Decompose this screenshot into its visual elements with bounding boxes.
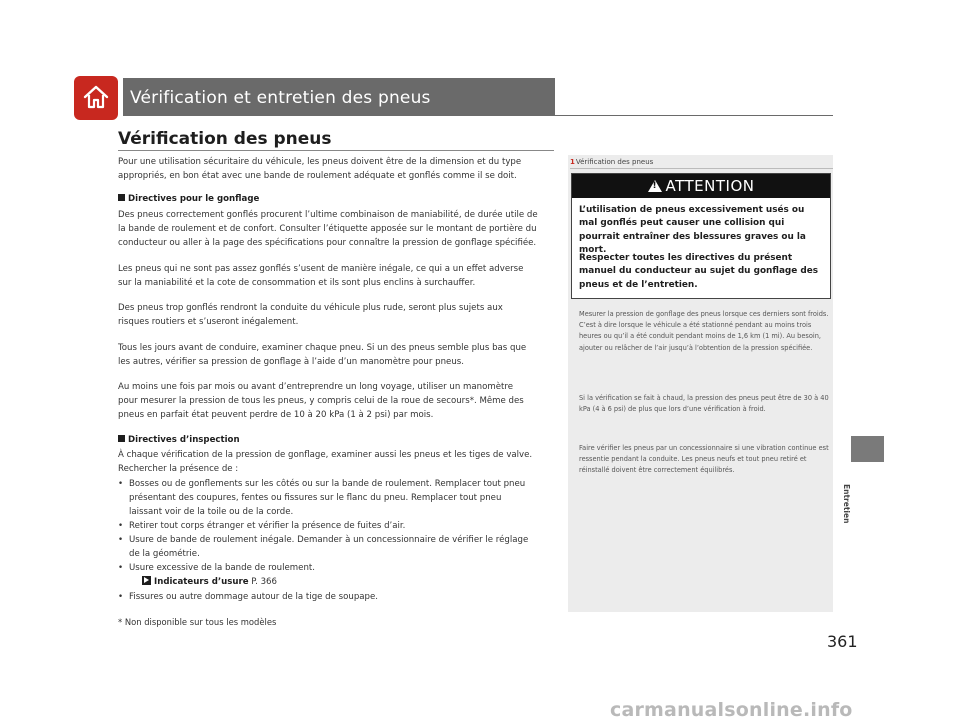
page-title: Vérification et entretien des pneus [130,88,431,108]
intro-paragraph [118,155,558,183]
text-line: Des pneus trop gonflés rendront la conduite du véhicule plus rude, seront plus sujets aux [118,303,503,313]
warning-text-1: L’utilisation de pneus excessivement usés ou mal gonflés peut causer une collision qui pourrait entraîner des blessures graves ou la mort. [579,205,806,256]
inflation-paragraph-2 [118,262,558,290]
sidebar-note-2: Si la vérification se fait à chaud, la pression des pneus peut être de 30 à 40 kPa (4 à 6 psi) de plus que lors d’une vérification à froid. [579,394,829,414]
text-line: Des pneus correctement gonflés procurent l’ultime combinaison de maniabilité, de durée utile de [118,210,538,220]
text-line: Fissures ou autre dommage autour de la tige de soupape. [129,592,379,602]
chapter-tab-label: Entretien [842,484,851,524]
list-item-text [129,477,558,520]
home-button[interactable] [74,76,118,120]
text-line: Usure excessive de la bande de roulement. [129,563,316,573]
sidebar-note-3: Faire vérifier les pneus par un concessionnaire si une vibration continue est ressentie pendant la conduite. Les pneus neufs et tout pneu retiré et réinstallé doivent être correctement équilibrés. [579,444,829,475]
list-item [118,533,558,561]
heading-text: Directives pour le gonflage [128,194,260,204]
warning-triangle-icon [648,180,662,192]
text-line: pneus en parfait état peuvent perdre de 10 à 20 kPa (1 à 2 psi) par mois. [118,410,434,421]
text-line: Usure de bande de roulement inégale. Demander à un concessionnaire de vérifier le réglage [129,535,529,545]
crossref-page: P. 366 [251,577,277,587]
reference-arrow-icon [142,576,151,585]
inflation-paragraph-5 [118,380,558,423]
warning-text-2: Respecter toutes les directives du présent manuel du conducteur au sujet du gonflage des pneus et de l’entretien. [579,253,819,290]
text-line: Les pneus qui ne sont pas assez gonflés s’usent de manière inégale, ce qui a un effet adverse [118,264,524,274]
text-line: présentant des coupures, fentes ou fissures sur le flanc du pneu. Remplacer tout pneu [129,493,502,504]
crossref-label: Indicateurs d’usure [154,577,249,587]
text-line: Rechercher la présence de : [118,464,239,475]
ref-marker: 1 [570,158,575,166]
bullet-icon: • [118,479,124,489]
list-item [118,590,558,604]
text-line: Tous les jours avant de conduire, examiner chaque pneu. Si un des pneus semble plus bas que [118,343,527,353]
inflation-paragraph-3 [118,301,558,329]
inflation-paragraph-1 [118,208,558,251]
chapter-tab[interactable] [851,436,884,462]
text-line: À chaque vérification de la pression de gonflage, examiner aussi les pneus et les tiges de valve. [118,450,533,460]
text-line: risques routiers et s’useront inégalement. [118,317,299,328]
text-line: pour mesurer la pression de tous les pneus, y compris celui de la roue de secours*. Même des [118,396,524,407]
list-item [118,477,558,520]
text-line: de la géométrie. [129,549,200,560]
list-item [118,561,558,575]
square-bullet-icon [118,194,125,201]
warning-label-text: ATTENTION [665,177,755,195]
text-line: laissant voir de la toile ou de la corde. [129,507,294,518]
bullet-icon: • [118,592,124,602]
home-icon [82,83,110,111]
watermark: carmanualsonline.info [610,699,853,721]
crossref-link[interactable] [142,575,277,589]
sidebar-title-text: Vérification des pneus [575,158,654,166]
text-line: Bosses ou de gonflements sur les côtés ou sur la bande de roulement. Remplacer tout pneu [129,479,526,489]
square-bullet-icon [118,435,125,442]
header-divider [123,115,833,116]
footnote: * Non disponible sur tous les modèles [118,617,277,627]
inspection-intro [118,448,560,476]
section-title: Vérification des pneus [118,129,332,149]
inflation-heading [118,194,259,204]
bullet-icon: • [118,521,124,531]
sidebar-note-1: Mesurer la pression de gonflage des pneus lorsque ces derniers sont froids. C’est à dire lorsque le véhicule a été stationné pendant au moins trois heures ou qu’il a été conduit pendant moins de 1,6 km (1 mi). Au besoin, ajouter ou relâcher de l’air jusqu’à l’obtention de la pression spécifiée. [579,310,829,352]
list-item [118,519,558,533]
warning-label [572,174,830,198]
text-line: appropriés, en bon état avec une bande de roulement adéquate et gonflés comme il se doit. [118,171,517,182]
text-line: la bande de roulement et de confort. Consulter l’étiquette apposée sur le montant de portière du [118,224,537,235]
section-divider [118,150,554,151]
heading-text: Directives d’inspection [128,435,240,445]
sidebar-title [570,158,653,166]
inspection-heading [118,435,240,445]
page-number: 361 [827,632,858,651]
sidebar-title-divider [570,168,833,169]
text-line: Retirer tout corps étranger et vérifier la présence de fuites d’air. [129,521,406,531]
text-line: conducteur ou aller à la page des spécifications pour connaître la pression de gonflage spécifiée. [118,238,537,249]
bullet-icon: • [118,535,124,545]
list-item-text [129,590,558,604]
text-line: Au moins une fois par mois ou avant d’entreprendre un long voyage, utiliser un manomètre [118,382,514,392]
list-item-text [129,519,558,533]
inflation-paragraph-4 [118,341,558,369]
text-line: Pour une utilisation sécuritaire du véhicule, les pneus doivent être de la dimension et du type [118,157,522,167]
list-item-text [129,533,558,561]
bullet-icon: • [118,563,124,573]
text-line: les autres, vérifier sa pression de gonflage à l’aide d’un manomètre pour pneus. [118,357,464,368]
list-item-text [129,561,558,575]
text-line: sur la maniabilité et la cote de consommation et ils sont plus enclins à surchauffer. [118,278,476,289]
